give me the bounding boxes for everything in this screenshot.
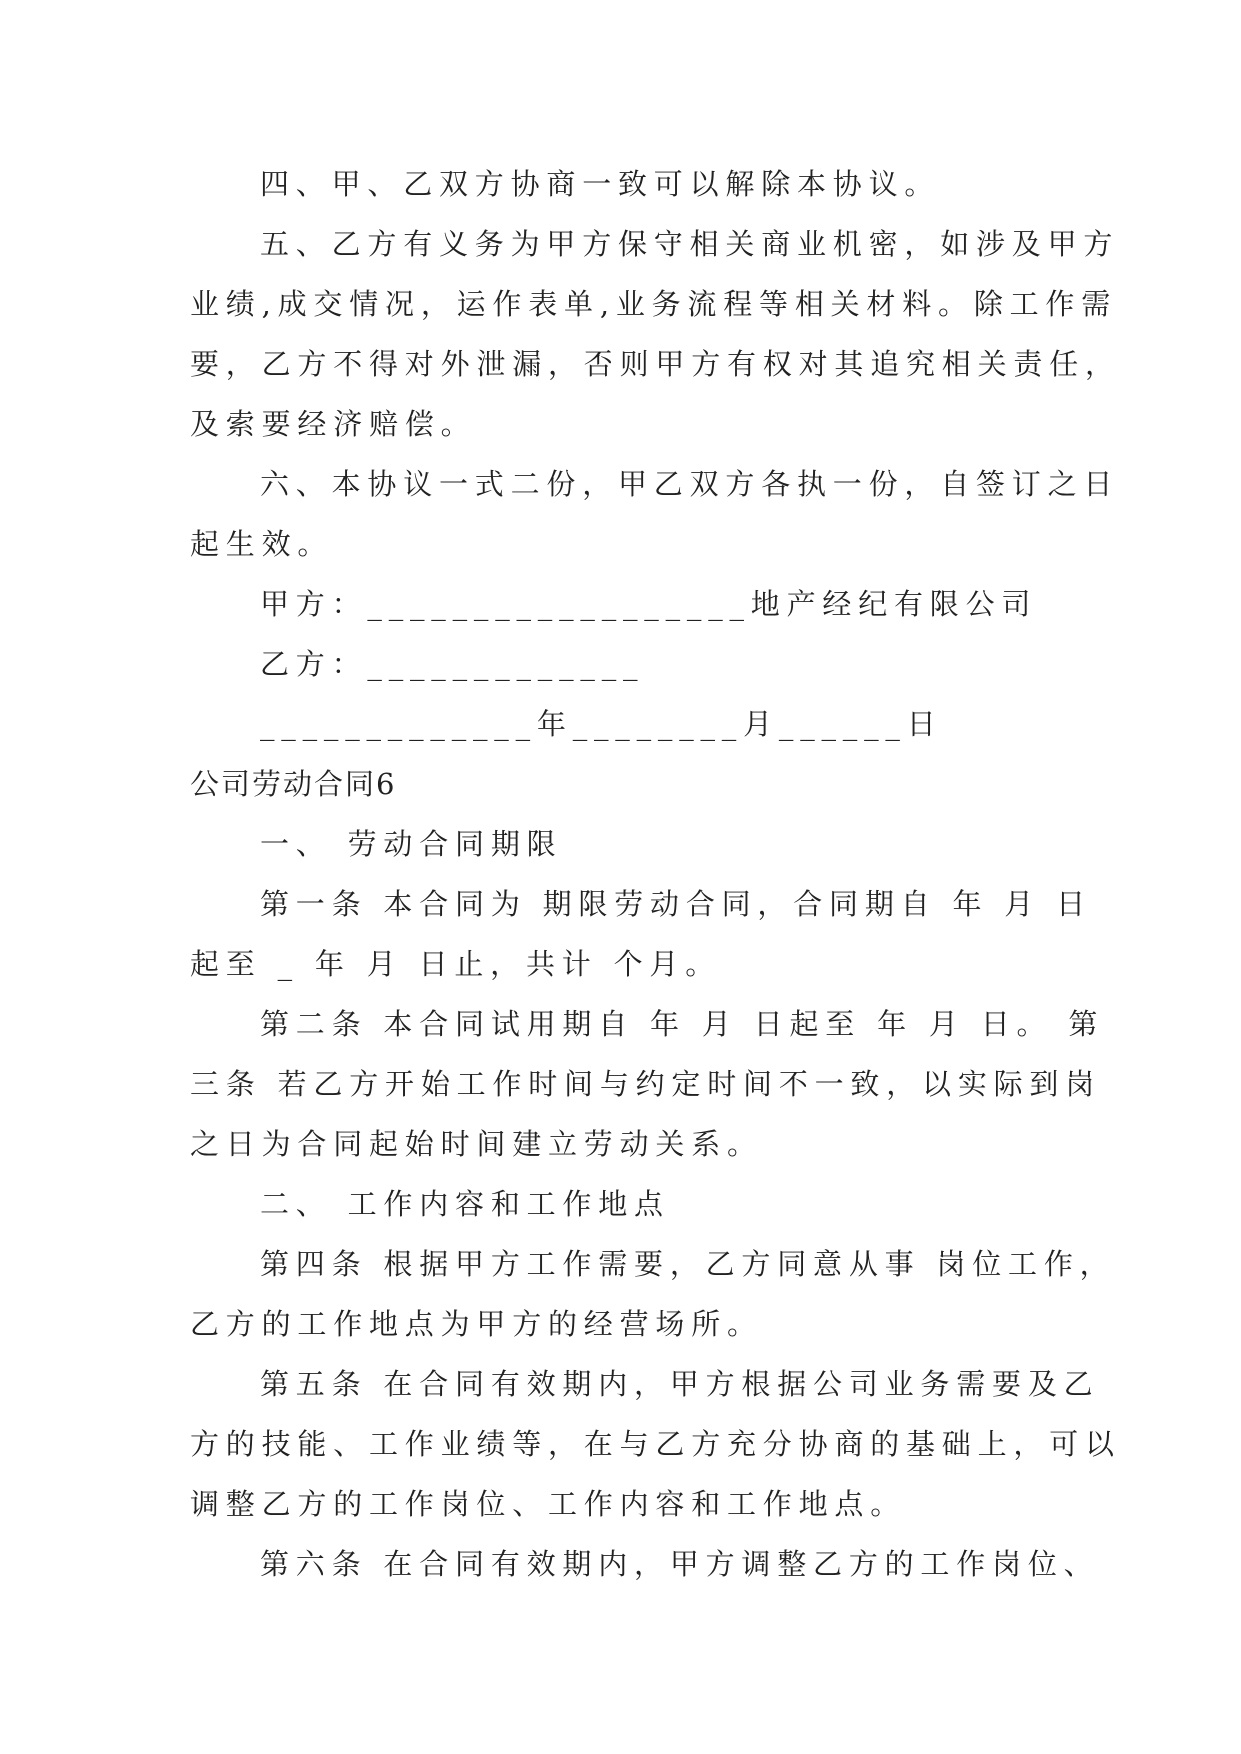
clause-six-line-2: 起生效。 bbox=[190, 527, 334, 561]
clause-five-line-1: 五、乙方有义务为甲方保守相关商业机密，如涉及甲方 bbox=[260, 227, 1120, 261]
article-one-line-2: 起至 _ 年 月 日止，共计 个月。 bbox=[190, 947, 721, 981]
article-four-line-2: 乙方的工作地点为甲方的经营场所。 bbox=[190, 1307, 763, 1341]
article-five-line-3: 调整乙方的工作岗位、工作内容和工作地点。 bbox=[190, 1487, 907, 1521]
article-five-line-2: 方的技能、工作业绩等，在与乙方充分协商的基础上，可以 bbox=[190, 1427, 1121, 1461]
contract-title: 公司劳动合同6 bbox=[190, 767, 397, 801]
clause-six-line-1: 六、本协议一式二份，甲乙双方各执一份，自签订之日 bbox=[260, 467, 1120, 501]
clause-five-line-4: 及索要经济赔偿。 bbox=[190, 407, 477, 441]
clause-five-line-2: 业绩,成交情况，运作表单,业务流程等相关材料。除工作需 bbox=[190, 287, 1118, 321]
article-three-line-2: 之日为合同起始时间建立劳动关系。 bbox=[190, 1127, 763, 1161]
signing-date: _____________年________月______日 bbox=[260, 707, 943, 741]
article-four-line-1: 第四条 根据甲方工作需要，乙方同意从事 岗位工作， bbox=[260, 1247, 1116, 1281]
clause-five-line-3: 要，乙方不得对外泄漏，否则甲方有权对其追究相关责任， bbox=[190, 347, 1121, 381]
document-page bbox=[190, 154, 1121, 1594]
section-two-heading: 二、 工作内容和工作地点 bbox=[260, 1187, 670, 1221]
article-three-line-1: 三条 若乙方开始工作时间与约定时间不一致，以实际到岗 bbox=[190, 1067, 1102, 1101]
section-one-heading: 一、 劳动合同期限 bbox=[260, 827, 563, 861]
article-two-line-1: 第二条 本合同试用期自 年 月 日起至 年 月 日。 第 bbox=[260, 1007, 1105, 1041]
clause-four-line-1: 四、甲、乙双方协商一致可以解除本协议。 bbox=[260, 167, 941, 201]
party-a-signature: 甲方：__________________地产经纪有限公司 bbox=[260, 587, 1038, 621]
article-six-line-1: 第六条 在合同有效期内，甲方调整乙方的工作岗位、 bbox=[260, 1547, 1100, 1581]
article-one-line-1: 第一条 本合同为 期限劳动合同，合同期自 年 月 日 bbox=[260, 887, 1092, 921]
article-five-line-1: 第五条 在合同有效期内，甲方根据公司业务需要及乙 bbox=[260, 1367, 1100, 1401]
party-b-signature: 乙方：_____________ bbox=[260, 647, 645, 681]
